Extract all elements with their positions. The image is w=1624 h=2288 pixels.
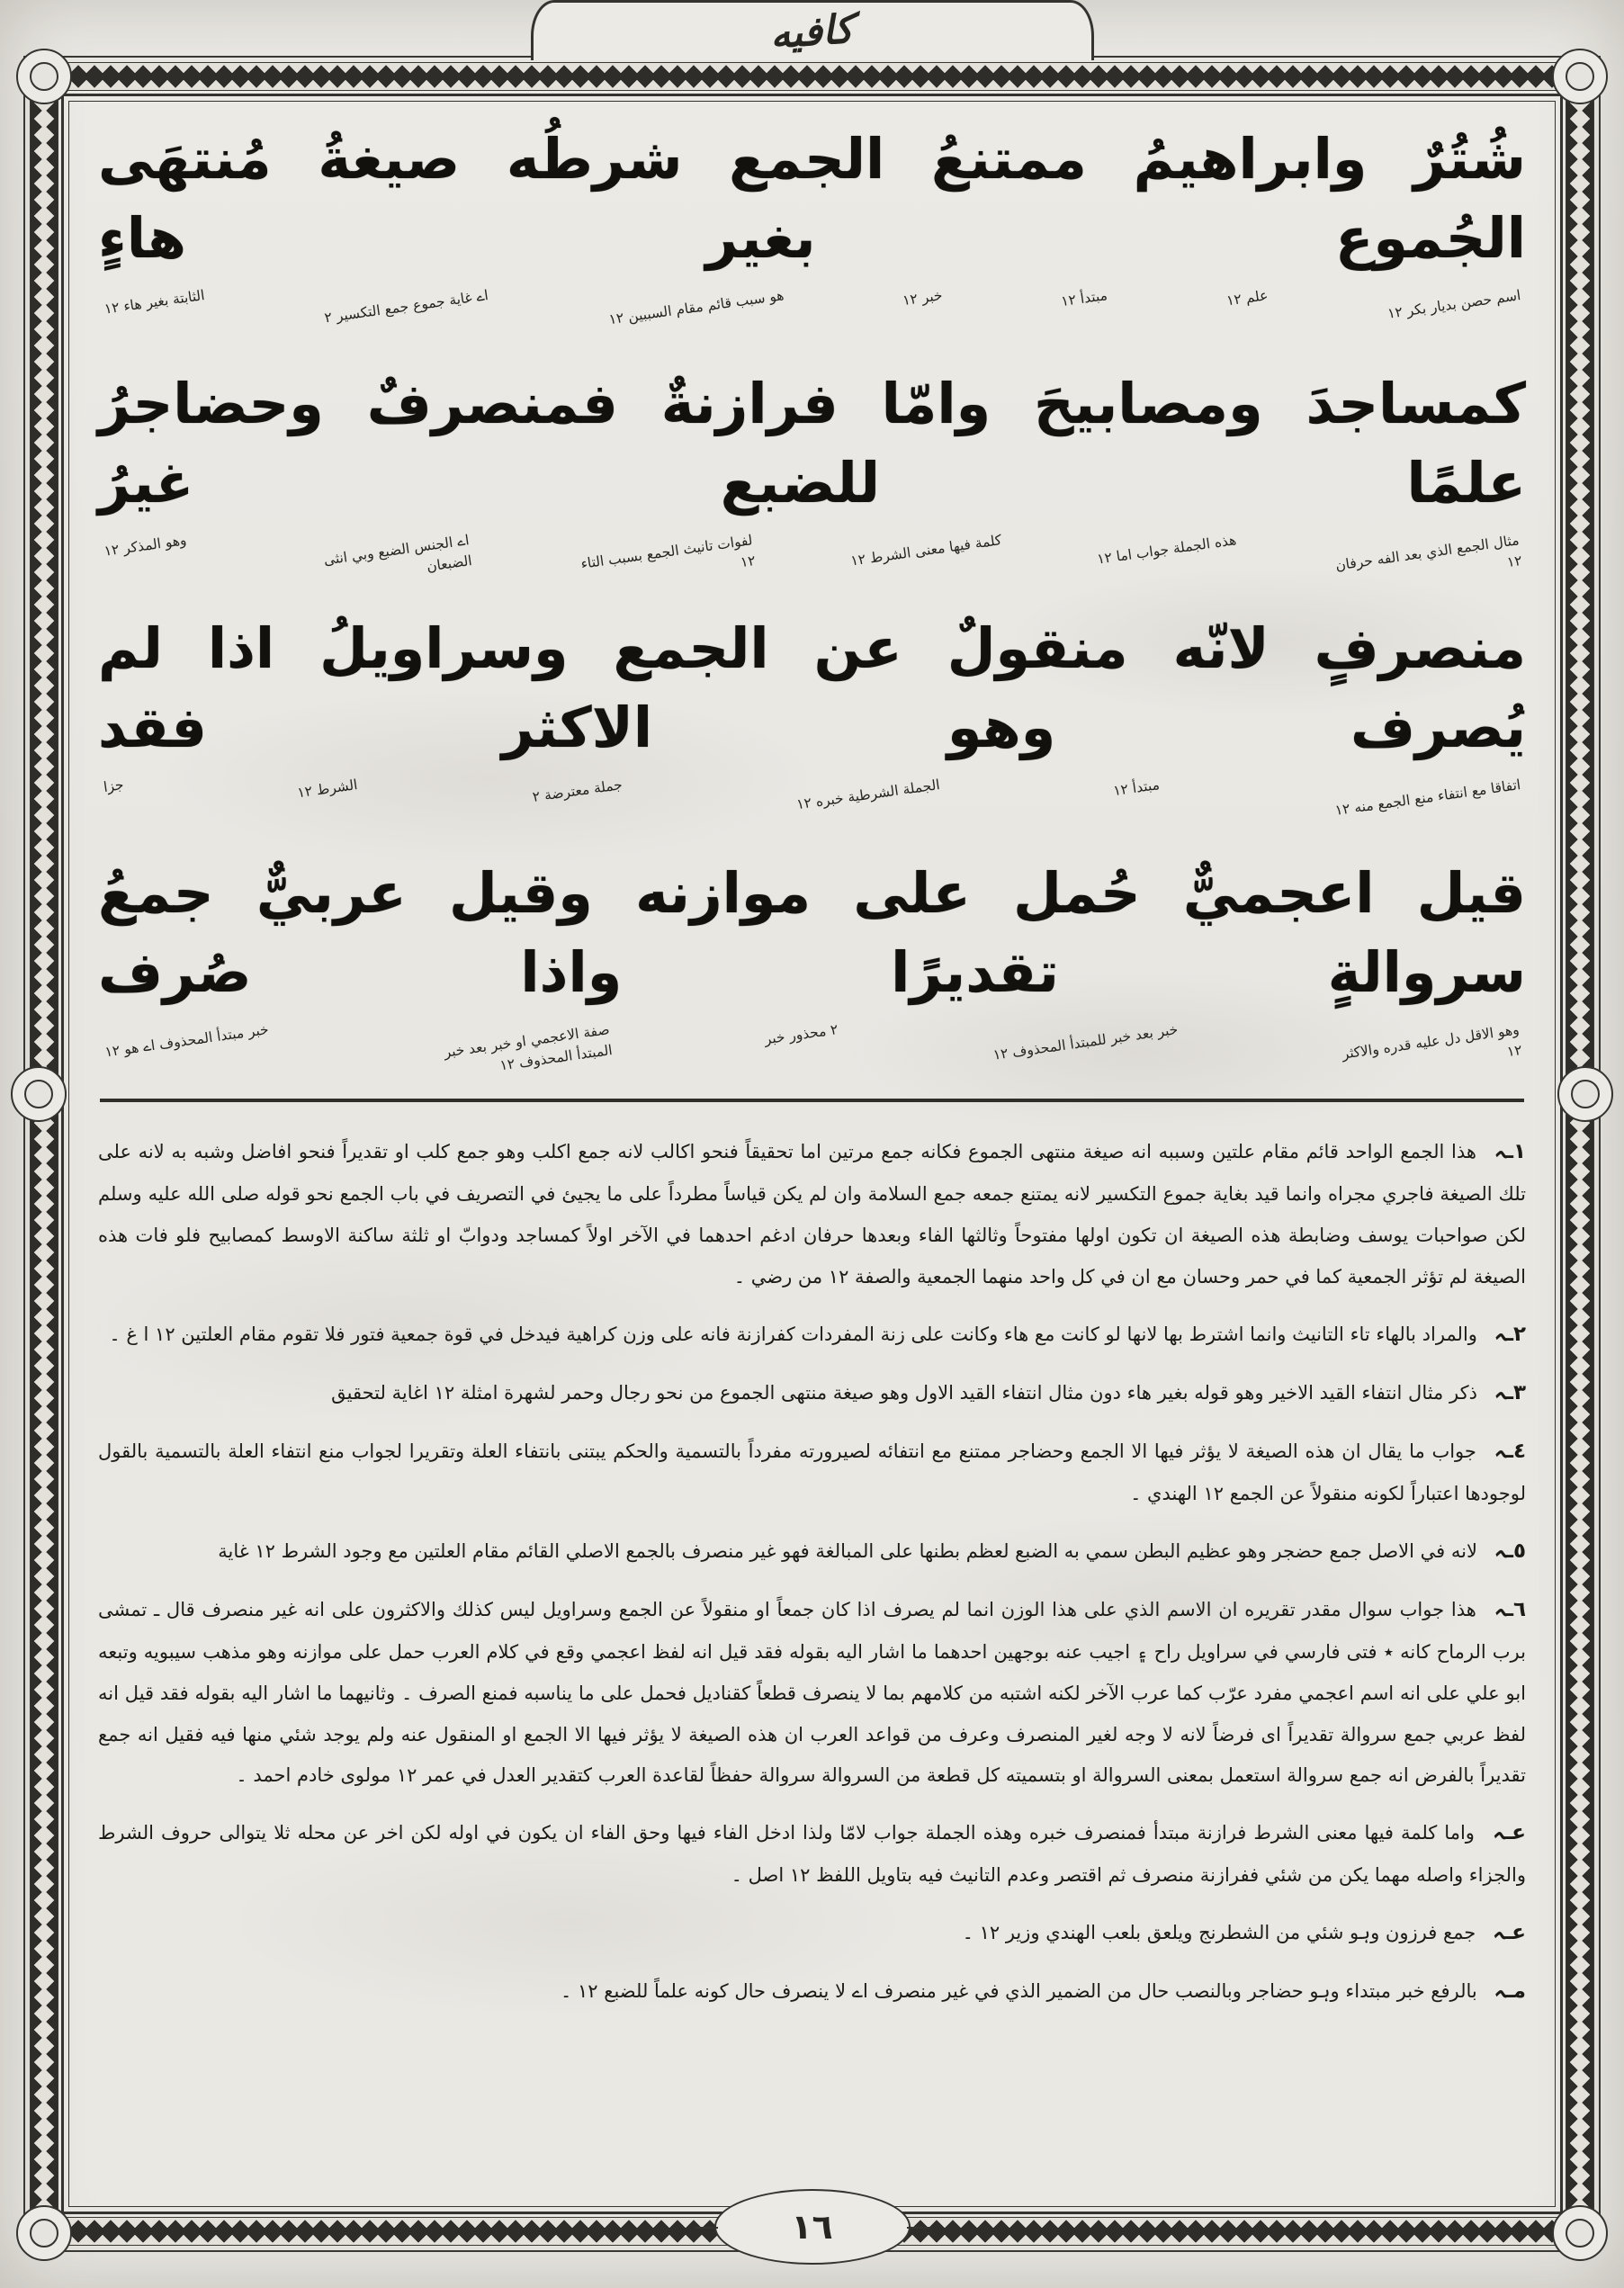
matn-line bbox=[98, 609, 1526, 847]
note-text: والمراد بالهاء تاء التانيث وانما اشترط بها لانها لو كانت مع هاء وكانت على زنة المفردات كفرازنة فانه على وزن كراهية فيدخل في قوة جمعية فتور فلا تقوم مقام العلتين ١٢ ا غ ۔ bbox=[109, 1323, 1477, 1345]
matn-commentary-divider bbox=[100, 1099, 1524, 1102]
interlinear-gloss: لفوات تانيث الجمع بسبب التاء ١٢ bbox=[579, 532, 758, 572]
interlinear-gloss: هو سبب قائم مقام السببين ١٢ bbox=[607, 287, 785, 328]
interlinear-gloss: اے غاية جموع جمع التكسير ٢ bbox=[323, 287, 490, 327]
note-marker: عـہ bbox=[1492, 1921, 1526, 1945]
interlinear-gloss: وهو المذكر ١٢ bbox=[103, 532, 188, 560]
interlinear-gloss: الشرط ١٢ bbox=[296, 776, 359, 802]
side-medallion-icon bbox=[1557, 1066, 1613, 1122]
interlinear-gloss: خبر ١٢ bbox=[902, 287, 944, 310]
note-marker: ٢ـہ bbox=[1494, 1322, 1526, 1346]
commentary-note bbox=[98, 1910, 1526, 1955]
interlinear-gloss: ٢ محذور خبر bbox=[763, 1021, 840, 1048]
interlinear-gloss: هذه الجملة جواب اما ١٢ bbox=[1096, 532, 1238, 568]
border-ornament-band-top bbox=[30, 62, 1594, 91]
interlinear-gloss: صفة الاعجمي او خبر بعد خبر المبتدأ المحذوف ١٢ bbox=[443, 1021, 614, 1074]
matn-text: شُتُرٌ وابراهيمُ ممتنعُ الجمع شرطُه صيغةُ مُنتهَى الجُموع بغير هاءٍ bbox=[98, 126, 1526, 272]
matn-line bbox=[98, 854, 1526, 1091]
note-text: ذكر مثال انتفاء القيد الاخير وهو قوله بغير هاء دون مثال انتفاء القيد الاول وهو صيغة منتهى الجموع من نحو رجال وحمر لشهرة امثلة ١٢ اغاية لتحقيق bbox=[331, 1381, 1477, 1404]
side-medallion-icon bbox=[11, 1066, 67, 1122]
note-marker: ٣ـہ bbox=[1494, 1380, 1526, 1404]
matn-text: كمساجدَ ومصابيحَ وامّا فرازنةٌ فمنصرفٌ وحضاجرُ علمًا للضبع غيرُ bbox=[98, 371, 1526, 516]
matn-section bbox=[98, 120, 1526, 1091]
interlinear-gloss: مبتدأ ١٢ bbox=[1112, 776, 1162, 800]
border-ornament-band-left bbox=[30, 62, 58, 2246]
interlinear-gloss-row bbox=[98, 1012, 1526, 1091]
interlinear-gloss: كلمة فيها معنى الشرط ١٢ bbox=[849, 532, 1003, 570]
interlinear-gloss-row bbox=[98, 523, 1526, 602]
interlinear-gloss: الثابتة بغير هاء ١٢ bbox=[103, 287, 206, 318]
note-text: واما كلمة فيها معنى الشرط فرازنة مبتدأ فمنصرف خبره وهذه الجملة جواب لامّا ولذا ادخل الفاء فيها وحق الفاء ان يكون في اوله لكن اخر عن محله ثلا يتوالى حروف الشرط والجزاء واصله مهما يكن من شئي ففرازنة منصرف ثم اقتصر وعدم التانيث فيه بتاويل اللفظ ١٢ اصل ۔ bbox=[98, 1822, 1526, 1887]
interlinear-gloss: اسم حصن بديار بكر ١٢ bbox=[1386, 287, 1522, 322]
note-marker: مـہ bbox=[1494, 1979, 1526, 2004]
matn-line bbox=[98, 364, 1526, 602]
note-marker: ٥ـہ bbox=[1494, 1539, 1526, 1563]
commentary-note bbox=[98, 1529, 1526, 1574]
note-text: بالرفع خبر مبتداء وہو حضاجر وبالنصب حال من الضمير الذي في غير منصرف اے لا ينصرف حال كونه علماً للضبع ١٢ ۔ bbox=[561, 1980, 1477, 2003]
note-text: لانه في الاصل جمع حضجر وهو عظيم البطن سمي به الضبع لعظم بطنها على المبالغة فهو غير منصرف بالجمع الاصلي القائم مقام العلتين مع وجود الشرط ١٢ غاية bbox=[218, 1539, 1477, 1562]
commentary-note bbox=[98, 1370, 1526, 1415]
commentary-note bbox=[98, 1129, 1526, 1297]
page-number-cartouche bbox=[714, 2189, 911, 2265]
title-cartouche bbox=[531, 0, 1094, 60]
interlinear-gloss: اتفاقا مع انتفاء منع الجمع منه ١٢ bbox=[1333, 776, 1522, 820]
interlinear-gloss: اے الجنس الضبع وبي انثى الضبعان bbox=[322, 532, 473, 576]
interlinear-gloss: جزا bbox=[102, 776, 125, 796]
commentary-note bbox=[98, 1969, 1526, 2014]
commentary-note bbox=[98, 1429, 1526, 1515]
note-text: جمع فرزون وہو شئي من الشطرنج ويلعق بلعب الهندي وزير ١٢ ۔ bbox=[962, 1922, 1476, 1944]
note-marker: ١ـہ bbox=[1494, 1140, 1526, 1164]
interlinear-gloss: خبر مبتدأ المحذوف اے هو ١٢ bbox=[103, 1021, 270, 1061]
corner-medallion-icon bbox=[1552, 2205, 1608, 2261]
matn-line bbox=[98, 120, 1526, 357]
note-marker: ٦ـہ bbox=[1494, 1597, 1526, 1621]
interlinear-gloss: مثال الجمع الذي بعد الفه حرفان ١٢ bbox=[1334, 532, 1523, 574]
interlinear-gloss: الجملة الشرطية خبره ١٢ bbox=[795, 776, 941, 813]
matn-text: منصرفٍ لانّه منقولٌ عن الجمع وسراويلُ اذا لم يُصرف وهو الاكثر فقد bbox=[98, 615, 1526, 761]
inner-rule-frame bbox=[61, 94, 1563, 2214]
note-marker: عـہ bbox=[1492, 1821, 1526, 1845]
ornamental-border-frame bbox=[23, 56, 1601, 2252]
commentary-note bbox=[98, 1587, 1526, 1797]
interlinear-gloss-row bbox=[98, 767, 1526, 847]
commentary-note bbox=[98, 1810, 1526, 1897]
note-marker: ٤ـہ bbox=[1494, 1439, 1526, 1463]
interlinear-gloss: وهو الاقل دل عليه قدره والاكثر ١٢ bbox=[1341, 1021, 1523, 1063]
book-title: كافيه bbox=[768, 5, 856, 58]
commentary-note bbox=[98, 1312, 1526, 1357]
corner-medallion-icon bbox=[16, 2205, 72, 2261]
note-text: هذا جواب سوال مقدر تقريره ان الاسم الذي على هذا الوزن انما لم يصرف اذا كان جمعاً او منقولاً عن الجمع وسراويل ليس كذلك والاكثرون على انه غير منصرف قال ـ تمشى برب الرماح كانه ٭ فتى فارسي في سراويل راح ۽ اجيب عنه بوجهين احدهما ما اشار اليه بقوله فقد قيل انه لفظ اعجمي وقع في كلام العرب حمل على موازنه وهو مذهب سيبويه وتبعه ابو علي على انه اسم اعجمي مفرد عرّب كما عرب الآخر لكنه اشتبه من كلامهم بما لا ينصرف قطعاً كقناديل فحمل على ما يناسبه فمنع الصرف ۔ وثانيهما ما اشار اليه بقوله فقد قيل انه لفظ عربي جمع سروالة تقديراً اى فرضاً لانه لا وجه لغير المنصرف وعرف من قواعد العرب ان هذه الصيغة لا يؤثر فيها الا الجمع او المنقول عنه ولم يوجد شئي منها فيه فقيل انه جمع تقديراً بالفرض انه جمع سروالة استعمل بمعنى السروالة او بتسميته كل قطعة من السروالة سروالة حفظاً لقاعدة العرب كتقدير العدل في عمر ١٢ مولوی خادم احمد ۔ bbox=[98, 1598, 1526, 1787]
interlinear-gloss: خبر بعد خبر للمبتدأ المحذوف ١٢ bbox=[992, 1021, 1180, 1063]
note-text: جواب ما يقال ان هذه الصيغة لا يؤثر فيها الا الجمع وحضاجر ممتنع مع انتفائه لصيرورته مفرداً بالتسمية والحكم يبتنى بانتفاء العلة وتقريرا لجواب منع انتفاء العلة بالتسمية بالقول لوجودها اعتباراً لكونه منقولاً عن الجمع ١٢ الهندي ۔ bbox=[98, 1440, 1526, 1505]
matn-text: قيل اعجميٌّ حُمل على موازنه وقيل عربيٌّ جمعُ سروالةٍ تقديرًا واذا صُرف bbox=[98, 860, 1526, 1006]
border-ornament-band-right bbox=[1566, 62, 1594, 2246]
corner-medallion-icon bbox=[1552, 49, 1608, 104]
interlinear-gloss: علم ١٢ bbox=[1225, 287, 1270, 310]
corner-medallion-icon bbox=[16, 49, 72, 104]
page-number: ١٦ bbox=[791, 2207, 833, 2247]
interlinear-gloss: جملة معترضة ٢ bbox=[531, 776, 624, 806]
page-content bbox=[78, 107, 1546, 2201]
note-text: هذا الجمع الواحد قائم مقام علتين وسببه انه صيغة منتهى الجموع فكانه جمع مرتين اما تحقيقاً فنحو اكالب لانه جمع اكلب وهو جمع كلب او تقديراً فنحو افاضل وشبه به لانه على تلك الصيغة فاجري مجراه وانما قيد بغاية جموع التكسير لانه يمتنع جمعه جمع السلامة وان لم يكن قياساً مطرداً على ما يجيئ في التصريف في باب الجمع نحو قوله صلى الله عليه وسلم لكن صواحبات يوسف وضابطة هذه الصيغة ان تكون اولها مفتوحاً وثالثها الفاء وبعدها حرفان ادغم احدهما في الآخر اولاً كمساجد ودوابّ او ثلثة ساكنة الاوسط كمصابيح فلو فات هذه الصيغة لم تؤثر الجمعية كما في حمر وحسان مع ان في كل واحد منهما الجمعية والصفة ١٢ من رضي ۔ bbox=[98, 1141, 1526, 1288]
interlinear-gloss: مبتدأ ١٢ bbox=[1060, 287, 1109, 310]
commentary-section bbox=[98, 1129, 1526, 2014]
interlinear-gloss-row bbox=[98, 278, 1526, 357]
